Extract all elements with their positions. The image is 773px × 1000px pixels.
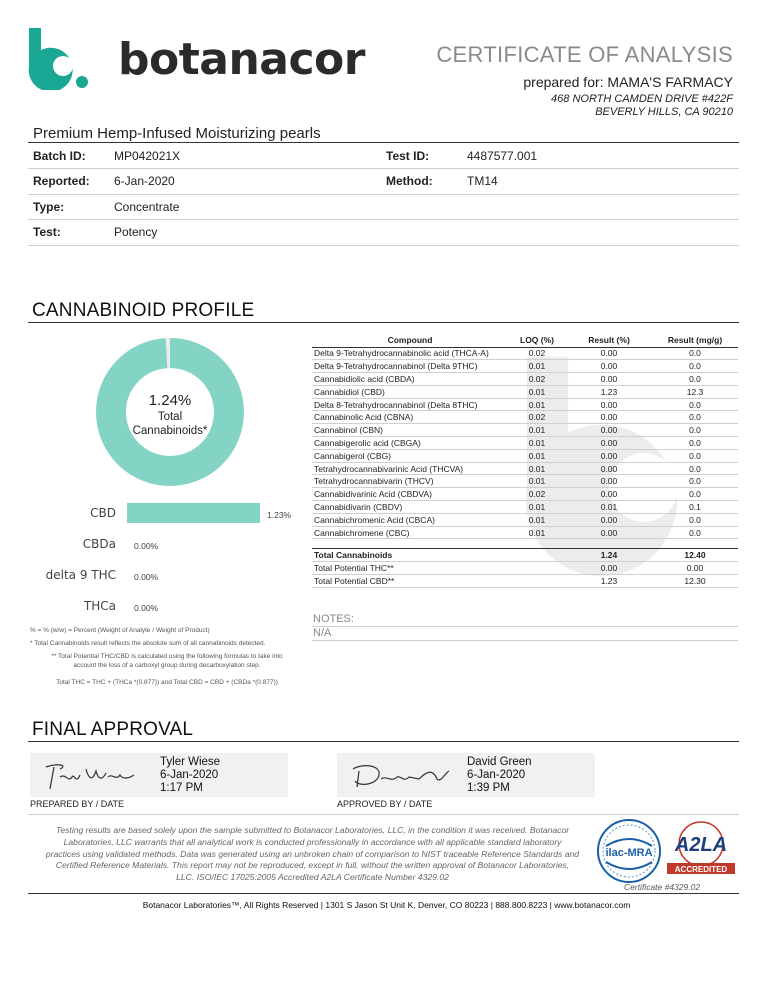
cell-loq: 0.01 bbox=[508, 424, 566, 437]
cell-compound: Cannabidivarinic Acid (CBDVA) bbox=[312, 488, 508, 501]
donut-label-cannabinoids: Cannabinoids* bbox=[132, 425, 208, 437]
spacer-cell bbox=[312, 539, 738, 549]
cell-compound: Cannabichromenic Acid (CBCA) bbox=[312, 513, 508, 526]
cell-loq: 0.01 bbox=[508, 449, 566, 462]
cell-result-mg: 12.40 bbox=[652, 549, 738, 562]
cell-loq: 0.01 bbox=[508, 437, 566, 450]
table-row bbox=[312, 549, 738, 562]
cell-result-mg: 0.0 bbox=[652, 437, 738, 450]
table-row bbox=[312, 501, 738, 514]
cell-result-pct: 1.23 bbox=[566, 385, 652, 398]
cell-loq: 0.02 bbox=[508, 347, 566, 360]
divider bbox=[312, 640, 738, 641]
footnote-total-cannabinoids: * Total Cannabinoids result reflects the absolute sum of all cannabinoids detected. bbox=[30, 640, 266, 647]
col-compound: Compound bbox=[312, 333, 508, 347]
cell-result-mg: 0.0 bbox=[652, 475, 738, 488]
bar-value-cbd: 1.23% bbox=[267, 510, 292, 520]
donut-label-total: Total bbox=[157, 411, 183, 423]
reported-label: Reported: bbox=[33, 174, 90, 188]
cell-loq: 0.01 bbox=[508, 475, 566, 488]
cell-loq: 0.02 bbox=[508, 373, 566, 386]
cell-result-pct: 0.00 bbox=[566, 475, 652, 488]
cannabinoid-profile-title: CANNABINOID PROFILE bbox=[32, 300, 255, 321]
prepared-by-caption: PREPARED BY / DATE bbox=[30, 799, 125, 809]
prepared-by-time: 1:17 PM bbox=[160, 782, 203, 794]
client-address-line1: 468 NORTH CAMDEN DRIVE #422F bbox=[551, 93, 733, 105]
prepared-signature-box bbox=[30, 753, 288, 797]
table-row bbox=[312, 562, 738, 575]
prepared-signature-icon bbox=[38, 757, 158, 793]
notes-label: NOTES: bbox=[313, 613, 354, 625]
cell-compound: Cannabinol (CBN) bbox=[312, 424, 508, 437]
divider bbox=[28, 322, 739, 323]
cell-loq: 0.01 bbox=[508, 513, 566, 526]
certificate-number: Certificate #4329.02 bbox=[624, 882, 701, 892]
batch-id-label: Batch ID: bbox=[33, 149, 86, 163]
approved-by-caption: APPROVED BY / DATE bbox=[337, 799, 433, 809]
table-spacer bbox=[312, 539, 738, 549]
approved-by-time: 1:39 PM bbox=[467, 782, 510, 794]
table-header-row bbox=[312, 333, 738, 347]
cell-result-mg: 0.0 bbox=[652, 488, 738, 501]
cell-result-pct: 0.00 bbox=[566, 398, 652, 411]
footnote-potential-a: ** Total Potential THC/CBD is calculated using the following formulas to take into bbox=[51, 653, 283, 660]
cell-result-pct: 0.00 bbox=[566, 411, 652, 424]
col-loq: LOQ (%) bbox=[508, 333, 566, 347]
cell-result-mg: 0.0 bbox=[652, 462, 738, 475]
cell-result-mg: 12.30 bbox=[652, 575, 738, 588]
cell-result-pct: 1.23 bbox=[566, 575, 652, 588]
table-row bbox=[312, 526, 738, 539]
disclaimer-line: practices using validated methods. Data was generated using an unbroken chain of comparison to NIST traceable Reference Standards and bbox=[45, 848, 580, 859]
bar-value-delta9thc: 0.00% bbox=[134, 572, 159, 582]
cell-result-pct: 0.01 bbox=[566, 501, 652, 514]
cell-result-mg: 0.0 bbox=[652, 398, 738, 411]
cell-compound: Cannabigerol (CBG) bbox=[312, 449, 508, 462]
table-row bbox=[312, 449, 738, 462]
client-address-line2: BEVERLY HILLS, CA 90210 bbox=[595, 106, 733, 118]
bar-label-thca: THCa bbox=[83, 599, 116, 613]
type-label: Type: bbox=[33, 200, 65, 214]
cell-result-pct: 0.00 bbox=[566, 360, 652, 373]
cell-loq: 0.02 bbox=[508, 411, 566, 424]
method-value: TM14 bbox=[467, 174, 498, 188]
batch-id-value: MP042021X bbox=[114, 149, 181, 163]
bar-label-delta9thc: delta 9 THC bbox=[45, 568, 116, 582]
a2la-logo-icon bbox=[664, 820, 738, 876]
approved-by-date: 6-Jan-2020 bbox=[467, 769, 526, 781]
bar-label-cbda: CBDa bbox=[82, 537, 116, 551]
approved-by-name: David Green bbox=[467, 756, 532, 768]
divider bbox=[28, 893, 739, 894]
prepared-by-date: 6-Jan-2020 bbox=[160, 769, 219, 781]
test-id-value: 4487577.001 bbox=[467, 149, 538, 163]
col-result-pct: Result (%) bbox=[566, 333, 652, 347]
cell-result-mg: 0.1 bbox=[652, 501, 738, 514]
method-label: Method: bbox=[386, 174, 433, 188]
cell-result-mg: 0.0 bbox=[652, 360, 738, 373]
divider bbox=[28, 814, 739, 815]
table-row bbox=[312, 360, 738, 373]
table-row bbox=[312, 398, 738, 411]
cell-loq: 0.01 bbox=[508, 385, 566, 398]
table-row bbox=[312, 513, 738, 526]
table-row bbox=[312, 462, 738, 475]
divider bbox=[28, 194, 739, 195]
divider bbox=[28, 245, 739, 246]
cell-result-pct: 0.00 bbox=[566, 449, 652, 462]
cell-compound: Cannabinolic Acid (CBNA) bbox=[312, 411, 508, 424]
cell-compound: Cannabidiol (CBD) bbox=[312, 385, 508, 398]
brand-name: botanacor bbox=[118, 34, 365, 85]
cannabinoid-table bbox=[312, 333, 738, 588]
cell-compound: Tetrahydrocannabivarinic Acid (THCVA) bbox=[312, 462, 508, 475]
cell-compound: Total Potential CBD** bbox=[312, 575, 508, 588]
cell-compound: Delta 8-Tetrahydrocannabinol (Delta 8THC) bbox=[312, 398, 508, 411]
ilac-text: ilac-MRA bbox=[605, 847, 653, 859]
cell-loq: 0.01 bbox=[508, 526, 566, 539]
divider bbox=[28, 219, 739, 220]
document-title: CERTIFICATE OF ANALYSIS bbox=[436, 42, 733, 67]
approved-signature-icon bbox=[345, 757, 465, 793]
cell-compound: Total Potential THC** bbox=[312, 562, 508, 575]
cell-compound: Cannabigerolic acid (CBGA) bbox=[312, 437, 508, 450]
reported-value: 6-Jan-2020 bbox=[114, 174, 175, 188]
cell-loq: 0.01 bbox=[508, 360, 566, 373]
cell-loq: 0.01 bbox=[508, 462, 566, 475]
a2la-text: A2LA bbox=[674, 834, 728, 856]
cell-result-pct: 0.00 bbox=[566, 437, 652, 450]
bar-value-thca: 0.00% bbox=[134, 603, 159, 613]
test-id-label: Test ID: bbox=[386, 149, 430, 163]
cell-compound: Cannabidiolic acid (CBDA) bbox=[312, 373, 508, 386]
notes-value: N/A bbox=[313, 627, 332, 639]
cell-loq: 0.01 bbox=[508, 501, 566, 514]
cell-result-mg: 0.0 bbox=[652, 424, 738, 437]
cell-result-pct: 0.00 bbox=[566, 424, 652, 437]
cell-result-mg: 0.0 bbox=[652, 513, 738, 526]
cell-result-pct: 0.00 bbox=[566, 347, 652, 360]
disclaimer bbox=[30, 825, 595, 884]
divider bbox=[28, 741, 739, 742]
table-row bbox=[312, 437, 738, 450]
table-row bbox=[312, 475, 738, 488]
bar-cbd bbox=[127, 503, 260, 523]
table-row bbox=[312, 347, 738, 360]
cell-result-pct: 0.00 bbox=[566, 526, 652, 539]
col-result-mg: Result (mg/g) bbox=[652, 333, 738, 347]
prepared-by-name: Tyler Wiese bbox=[160, 756, 221, 768]
cell-result-mg: 0.0 bbox=[652, 373, 738, 386]
footer: Botanacor Laboratories™, All Rights Reserved | 1301 S Jason St Unit K, Denver, CO 80223 | 888.800.8223 | www.botanacor.com bbox=[142, 900, 631, 910]
cell-compound: Delta 9-Tetrahydrocannabinol (Delta 9THC) bbox=[312, 360, 508, 373]
divider bbox=[28, 142, 739, 143]
bar-value-cbda: 0.00% bbox=[134, 541, 159, 551]
cell-compound: Tetrahydrocannabivarin (THCV) bbox=[312, 475, 508, 488]
cell-loq: 0.01 bbox=[508, 398, 566, 411]
table-row bbox=[312, 411, 738, 424]
cell-result-mg: 0.0 bbox=[652, 411, 738, 424]
approved-signature-box bbox=[337, 753, 595, 797]
table-row bbox=[312, 424, 738, 437]
cell-compound: Cannabichromene (CBC) bbox=[312, 526, 508, 539]
cell-result-pct: 0.00 bbox=[566, 462, 652, 475]
disclaimer-line: Laboratories, LLC warrants that all analytical work is conducted professionally in accordance with all applicable standard laboratory bbox=[63, 836, 562, 847]
cell-result-pct: 0.00 bbox=[566, 488, 652, 501]
cell-result-pct: 1.24 bbox=[566, 549, 652, 562]
cell-compound: Total Cannabinoids bbox=[312, 549, 508, 562]
cell-compound: Delta 9-Tetrahydrocannabinolic acid (THCA-A) bbox=[312, 347, 508, 360]
final-approval-title: FINAL APPROVAL bbox=[32, 719, 194, 740]
test-value: Potency bbox=[114, 225, 158, 239]
cell-compound: Cannabidivarin (CBDV) bbox=[312, 501, 508, 514]
table-row bbox=[312, 385, 738, 398]
cell-loq bbox=[508, 575, 566, 588]
cell-result-mg: 0.0 bbox=[652, 449, 738, 462]
table-row bbox=[312, 373, 738, 386]
cell-result-mg: 0.0 bbox=[652, 347, 738, 360]
footnote-formula: Total THC = THC + (THCa *(0.877)) and Total CBD = CBD + (CBDa *(0.877)) bbox=[56, 679, 278, 686]
total-cannabinoids-percent: 1.24% bbox=[148, 392, 192, 409]
footnote-percent: % = % (w/w) = Percent (Weight of Analyte / Weight of Product) bbox=[30, 627, 210, 634]
cell-result-pct: 0.00 bbox=[566, 513, 652, 526]
accredited-text: ACCREDITED bbox=[674, 865, 728, 874]
disclaimer-line: LLC. ISO/IEC 17025:2005 Accredited A2LA Certificate Number 4329.02 bbox=[176, 872, 449, 883]
divider bbox=[28, 168, 739, 169]
disclaimer-line: Testing results are based solely upon the sample submitted to Botanacor Laboratories, LLC, in the condition it was received. Botanacor bbox=[55, 825, 570, 835]
disclaimer-line: Certified Reference Materials. This report may not be reproduced, except in full, without the written approval of Botanacor Laboratories, bbox=[55, 860, 570, 871]
botanacor-logo-icon bbox=[27, 26, 91, 90]
cell-result-mg: 12.3 bbox=[652, 385, 738, 398]
ilac-mra-logo-icon bbox=[596, 818, 662, 884]
table-row bbox=[312, 575, 738, 588]
table-row bbox=[312, 488, 738, 501]
cell-loq bbox=[508, 562, 566, 575]
divider bbox=[312, 626, 738, 627]
cell-result-pct: 0.00 bbox=[566, 373, 652, 386]
cell-loq bbox=[508, 549, 566, 562]
product-name: Premium Hemp-Infused Moisturizing pearls bbox=[33, 125, 321, 142]
cell-loq: 0.02 bbox=[508, 488, 566, 501]
cell-result-pct: 0.00 bbox=[566, 562, 652, 575]
type-value: Concentrate bbox=[114, 200, 180, 214]
test-label: Test: bbox=[33, 225, 61, 239]
cell-result-mg: 0.0 bbox=[652, 526, 738, 539]
footnote-potential-b: account the loss of a carboxyl group during decarboxylation step. bbox=[73, 662, 261, 669]
prepared-for: prepared for: MAMA'S FARMACY bbox=[523, 74, 733, 90]
bar-label-cbd: CBD bbox=[90, 506, 116, 520]
cell-result-mg: 0.00 bbox=[652, 562, 738, 575]
